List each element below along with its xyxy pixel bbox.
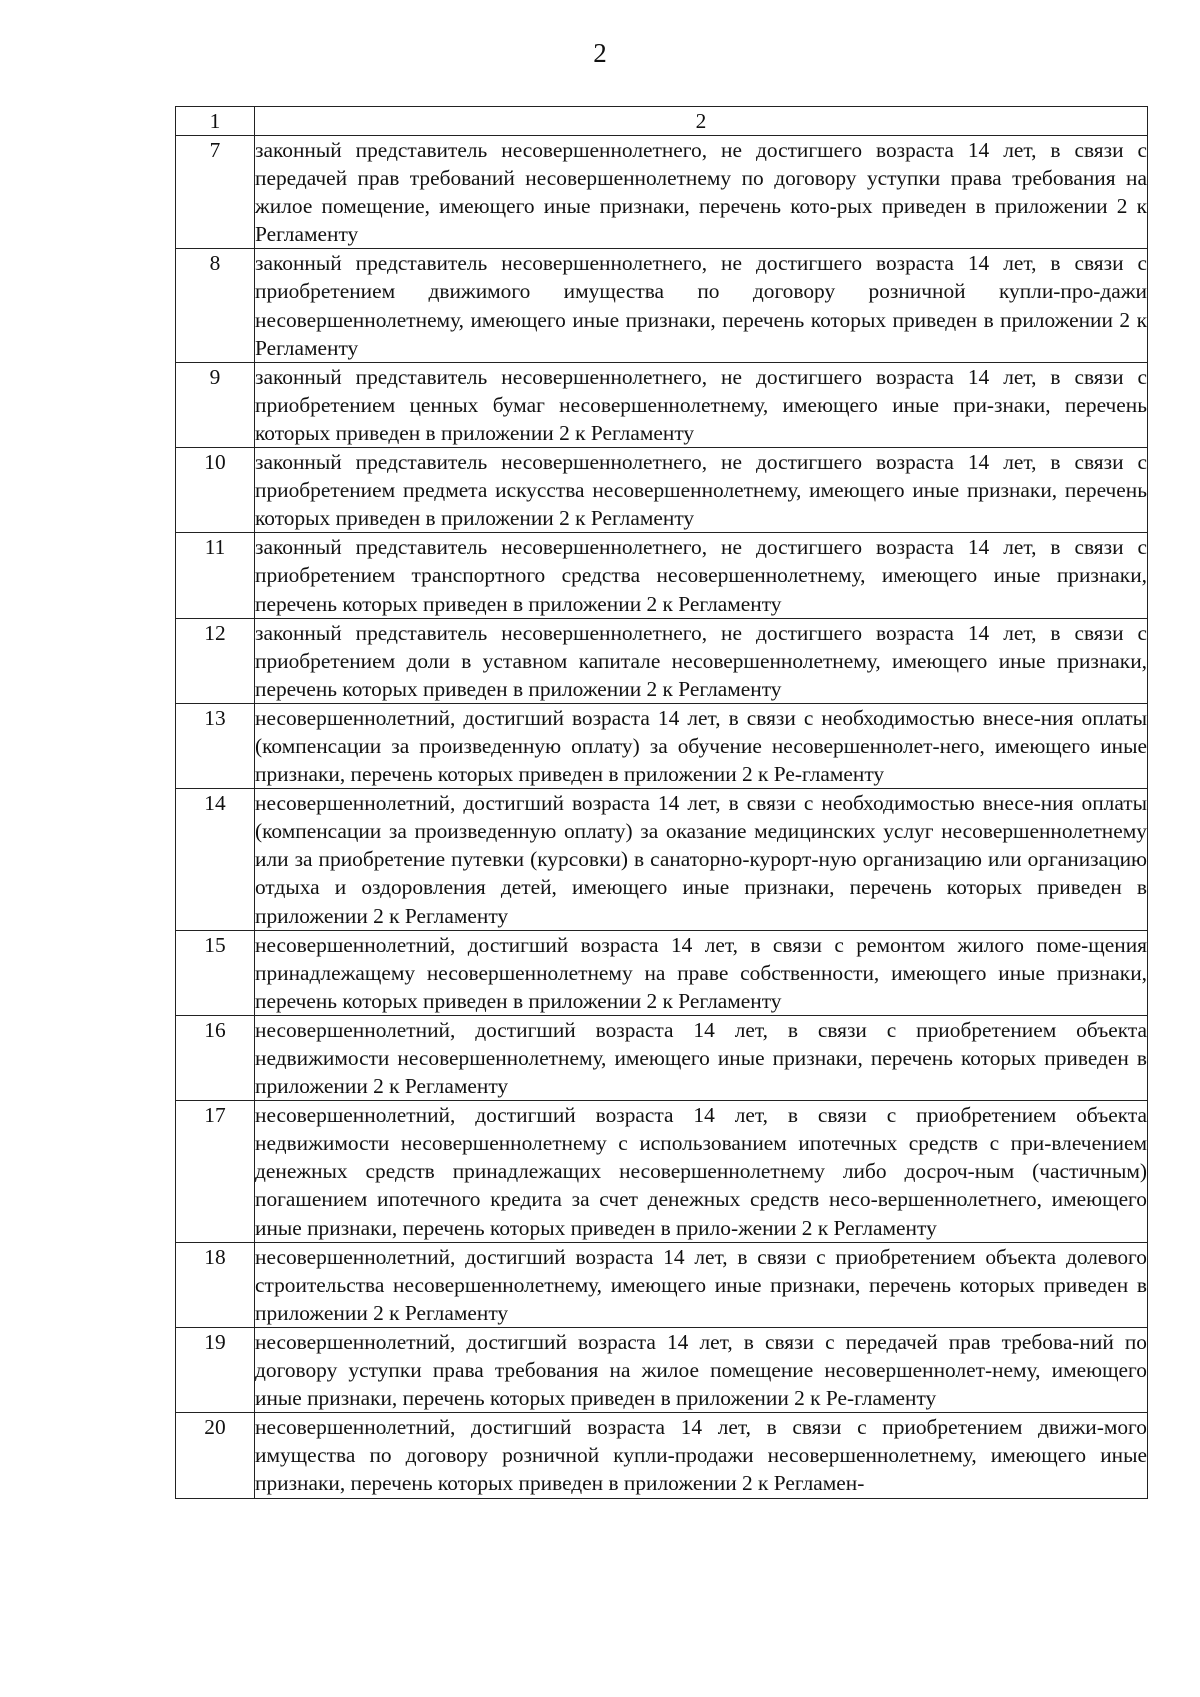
row-number-cell: 20 [176, 1413, 255, 1498]
row-text-cell: несовершеннолетний, достигший возраста 14 лет, в связи с необходимостью внесе-ния оплаты (компенсации за произведенную оплату) за оказание медицинских услуг несовершеннолетнему или за приобретение путевки (курсовки) в санаторно-курорт-ную организацию или организацию отдыха и оздоровления детей, имеющего иные признаки, перечень которых приведен в приложении 2 к Регламенту [255, 789, 1148, 930]
table-row [176, 249, 1148, 362]
row-text-cell: несовершеннолетний, достигший возраста 14 лет, в связи с приобретением объекта недвижимости несовершеннолетнему с использованием ипотечных средств с при-влечением денежных средств принадлежащих несовершеннолетнему либо досроч-ным (частичным) погашением ипотечного кредита за счет денежных средств несо-вершеннолетнего, имеющего иные признаки, перечень которых приведен в прило-жении 2 к Регламенту [255, 1101, 1148, 1242]
row-text-cell: законный представитель несовершеннолетнего, не достигшего возраста 14 лет, в связи с приобретением движимого имущества по договору розничной купли-про-дажи несовершеннолетнему, имеющего иные признаки, перечень которых приведен в приложении 2 к Регламенту [255, 249, 1148, 362]
row-number-cell: 14 [176, 789, 255, 930]
document-table [175, 106, 1148, 1499]
row-text-cell: законный представитель несовершеннолетнего, не достигшего возраста 14 лет, в связи с приобретением доли в уставном капитале несовершеннолетнему, имеющего иные признаки, перечень которых приведен в приложении 2 к Регламенту [255, 618, 1148, 703]
row-text-cell: несовершеннолетний, достигший возраста 14 лет, в связи с необходимостью внесе-ния оплаты (компенсации за произведенную оплату) за обучение несовершеннолет-него, имеющего иные признаки, перечень которых приведен в приложении 2 к Ре-гламенту [255, 703, 1148, 788]
row-text-cell: несовершеннолетний, достигший возраста 14 лет, в связи с ремонтом жилого поме-щения принадлежащему несовершеннолетнему на праве собственности, имеющего иные признаки, перечень которых приведен в приложении 2 к Регламенту [255, 930, 1148, 1015]
table-row [176, 1015, 1148, 1100]
table-row [176, 789, 1148, 930]
table-row [176, 533, 1148, 618]
row-number-cell: 9 [176, 362, 255, 447]
row-text-cell: законный представитель несовершеннолетнего, не достигшего возраста 14 лет, в связи с передачей прав требований несовершеннолетнему по договору уступки права требования на жилое помещение, имеющего иные признаки, перечень кото-рых приведен в приложении 2 к Регламенту [255, 136, 1148, 249]
row-number-cell: 19 [176, 1327, 255, 1412]
table-row [176, 1101, 1148, 1242]
row-text-cell: несовершеннолетний, достигший возраста 14 лет, в связи с приобретением движи-мого имущества по договору розничной купли-продажи несовершеннолетнему, имеющего иные признаки, перечень которых приведен в приложении 2 к Регламен- [255, 1413, 1148, 1498]
row-text-cell: несовершеннолетний, достигший возраста 14 лет, в связи с передачей прав требова-ний по договору уступки права требования на жилое помещение несовершеннолет-нему, имеющего иные признаки, перечень которых приведен в приложении 2 к Ре-гламенту [255, 1327, 1148, 1412]
header-cell-number: 1 [176, 107, 255, 136]
row-text-cell: законный представитель несовершеннолетнего, не достигшего возраста 14 лет, в связи с приобретением ценных бумаг несовершеннолетнему, имеющего иные при-знаки, перечень которых приведен в приложении 2 к Регламенту [255, 362, 1148, 447]
row-text-cell: законный представитель несовершеннолетнего, не достигшего возраста 14 лет, в связи с приобретением предмета искусства несовершеннолетнему, имеющего иные признаки, перечень которых приведен в приложении 2 к Регламенту [255, 448, 1148, 533]
row-number-cell: 17 [176, 1101, 255, 1242]
row-number-cell: 12 [176, 618, 255, 703]
table-row [176, 1413, 1148, 1498]
table-row [176, 1327, 1148, 1412]
row-text-cell: законный представитель несовершеннолетнего, не достигшего возраста 14 лет, в связи с приобретением транспортного средства несовершеннолетнему, имеющего иные признаки, перечень которых приведен в приложении 2 к Регламенту [255, 533, 1148, 618]
row-text-cell: несовершеннолетний, достигший возраста 14 лет, в связи с приобретением объекта долевого строительства несовершеннолетнему, имеющего иные признаки, перечень которых приведен в приложении 2 к Регламенту [255, 1242, 1148, 1327]
row-text-cell: несовершеннолетний, достигший возраста 14 лет, в связи с приобретением объекта недвижимости несовершеннолетнему, имеющего иные признаки, перечень которых приведен в приложении 2 к Регламенту [255, 1015, 1148, 1100]
row-number-cell: 7 [176, 136, 255, 249]
page-number: 2 [593, 38, 607, 68]
table-row [176, 703, 1148, 788]
table-row [176, 930, 1148, 1015]
row-number-cell: 16 [176, 1015, 255, 1100]
row-number-cell: 15 [176, 930, 255, 1015]
table-row [176, 618, 1148, 703]
row-number-cell: 18 [176, 1242, 255, 1327]
table-row [176, 136, 1148, 249]
table-body [176, 107, 1148, 1499]
table-row [176, 1242, 1148, 1327]
row-number-cell: 10 [176, 448, 255, 533]
row-number-cell: 8 [176, 249, 255, 362]
table-row [176, 448, 1148, 533]
row-number-cell: 11 [176, 533, 255, 618]
table-row [176, 362, 1148, 447]
row-number-cell: 13 [176, 703, 255, 788]
header-cell-text: 2 [255, 107, 1148, 136]
table-header-row [176, 107, 1148, 136]
